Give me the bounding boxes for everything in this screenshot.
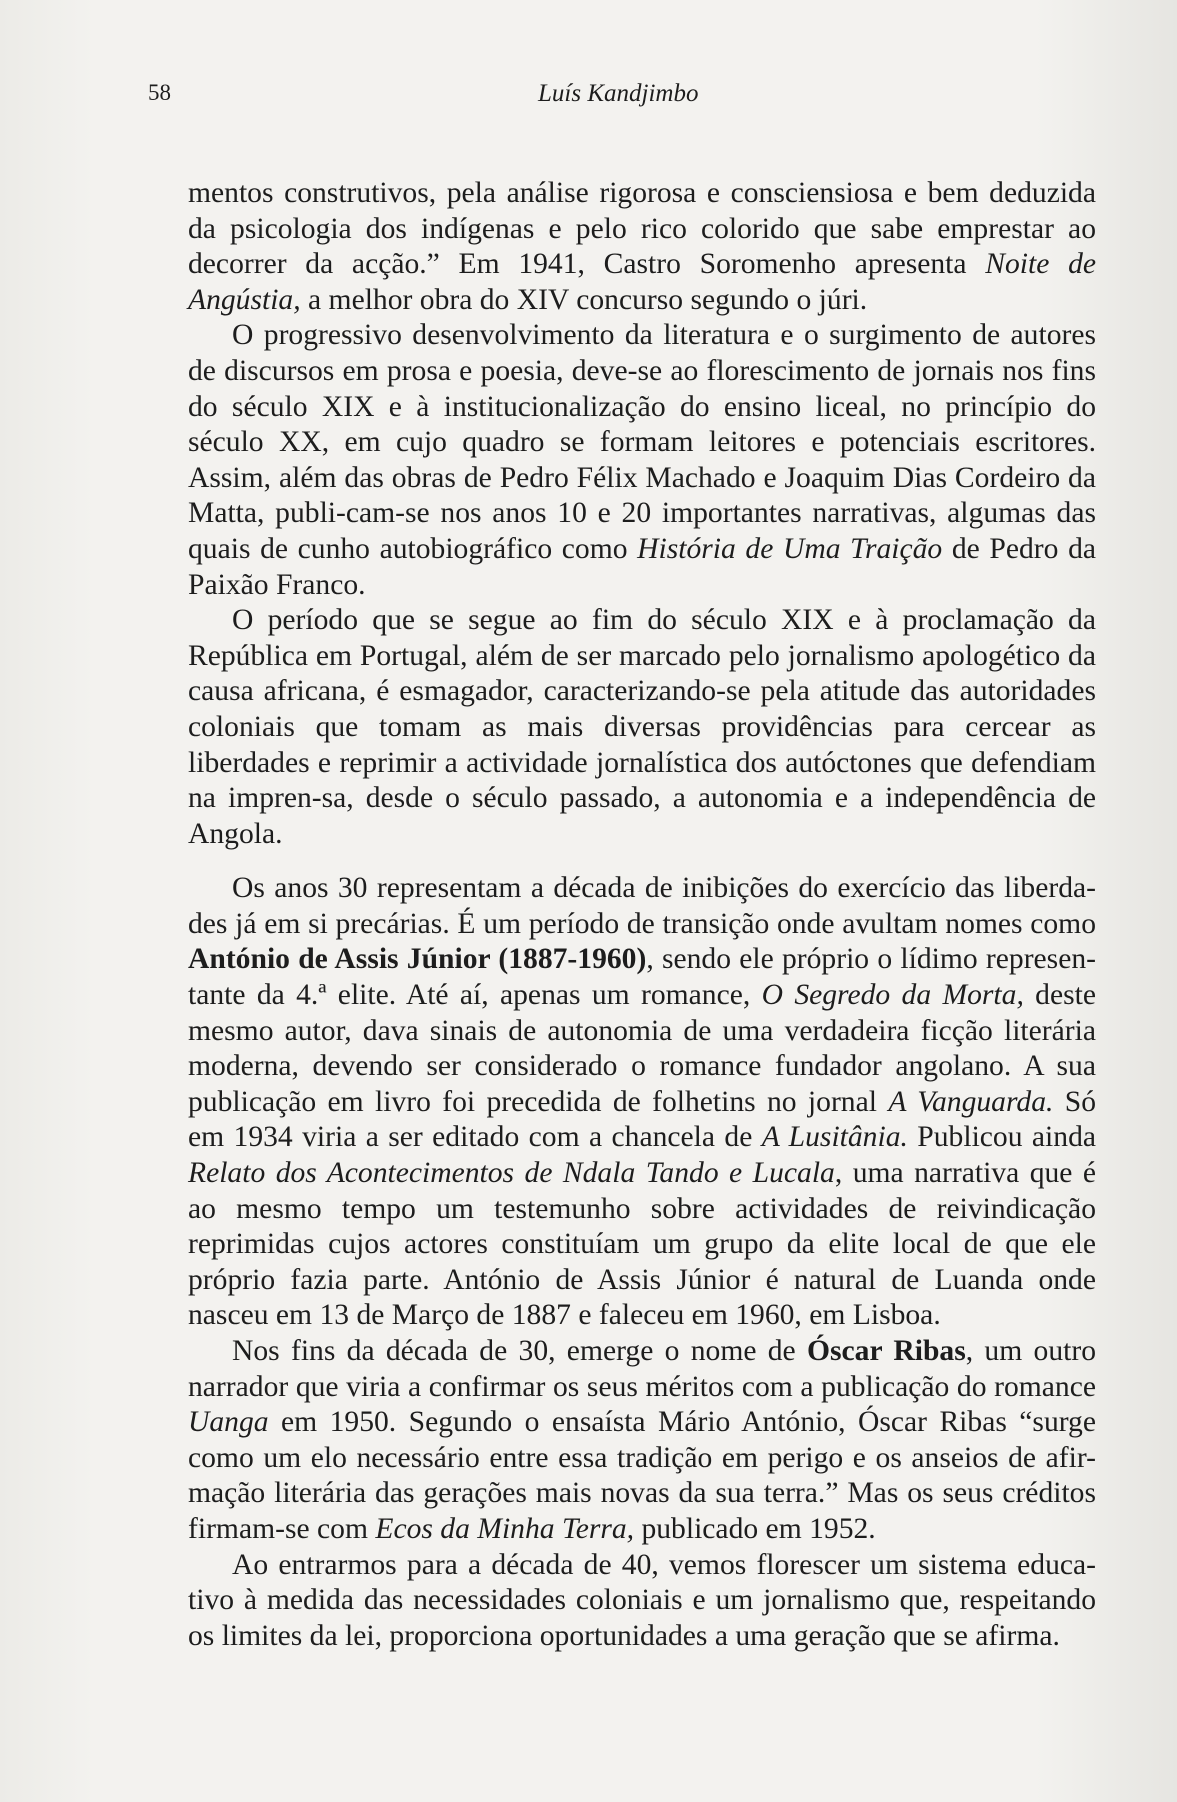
page-header <box>148 80 1068 116</box>
publisher-title: A Lusitânia. <box>761 1121 908 1154</box>
paragraph-2: O progressivo desenvolvimento da literatura e o surgimento de autores de discursos em prosa e poesia, deve-se ao florescimento de jornais nos fins do século XIX e à institucionalização do ensino liceal, no princípio do século XX, em cujo quadro se formam leitores e potenciais escritores. Assim, além das obras de Pedro Félix Machado e Joaquim Dias Cordeiro da Matta, publi-cam-se nos anos 10 e 20 importantes narrativas, algumas das quais de cunho autobiográfico como História de Uma Traição de Pedro da Paixão Franco. <box>188 319 1096 601</box>
paragraph-3: O período que se segue ao fim do século XIX e à proclamação da República em Portugal, além de ser marcado pelo jornalismo apologético da causa africana, é esmagador, caracterizando-se pela atitude das autoridades coloniais que tomam as mais diversas providências para cercear as liberdades e reprimir a actividade jornalística dos autóctones que defendiam na impren-sa, desde o século passado, a autonomia e a independência de Angola. <box>188 604 1096 850</box>
book-title: História de Uma Traição <box>637 532 943 565</box>
body-text <box>188 176 1096 1654</box>
author-name: António de Assis Júnior (1887-1960) <box>188 943 647 976</box>
newspaper-title: A Vanguarda. <box>888 1085 1054 1118</box>
paragraph-5: Nos fins da década de 30, emerge o nome de Óscar Ribas, um outro narrador que viria a confirmar os seus méritos com a publicação do romance Uanga em 1950. Segundo o ensaísta Mário António, Óscar Ribas “surge como um elo necessário entre essa tradição em perigo e os anseios de afir-mação literária das gerações mais novas da sua terra.” Mas os seus créditos firmam-se com Ecos da Minha Terra, publicado em 1952. <box>188 1335 1096 1545</box>
page-number: 58 <box>148 80 171 105</box>
paragraph-4: Os anos 30 representam a década de inibições do exercício das liberda-des já em si precárias. É um período de transição onde avultam nomes como António de Assis Júnior (1887-1960), sendo ele próprio o lídimo represen-tante da 4.ª elite. Até aí, apenas um romance, O Segredo da Morta, deste mesmo autor, dava sinais de autonomia de uma verdadeira ficção literária moderna, devendo ser considerado o romance fundador angolano. A sua publicação em livro foi precedida de folhetins no jornal A Vanguarda. Só em 1934 viria a ser editado com a chancela de A Lusitânia. Publicou ainda Relato dos Acontecimentos de Ndala Tando e Lucala, uma narrativa que é ao mesmo tempo um testemunho sobre actividades de reivindicação reprimidas cujos actores constituíam um grupo da elite local de que ele próprio fazia parte. António de Assis Júnior é natural de Luanda onde nasceu em 13 de Março de 1887 e faleceu em 1960, em Lisboa. <box>188 872 1097 1332</box>
paragraph-1: mentos construtivos, pela análise rigorosa e consciensiosa e bem deduzida da psicologia dos indígenas e pelo rico colorido que sabe emprestar ao decorrer da acção.” Em 1941, Castro Soromenho apresenta Noite de Angústia, a melhor obra do XIV concurso segundo o júri. <box>188 177 1096 316</box>
book-title: O Segredo da Morta, <box>761 979 1024 1012</box>
paragraph-6: Ao entrarmos para a década de 40, vemos florescer um sistema educa-tivo à medida das necessidades coloniais e um jornalismo que, respeitando os limites da lei, proporciona oportunidades a uma geração que se afirma. <box>188 1548 1096 1652</box>
book-title: Uanga <box>188 1406 269 1439</box>
book-title: Relato dos Acontecimentos de Ndala Tando e Lucala <box>188 1157 835 1190</box>
author-name: Óscar Ribas <box>807 1335 966 1367</box>
running-head-author: Luís Kandjimbo <box>538 80 699 107</box>
book-title: Noite de Angústia, <box>188 248 1096 316</box>
book-title: Ecos da Minha Terra, <box>375 1512 635 1545</box>
